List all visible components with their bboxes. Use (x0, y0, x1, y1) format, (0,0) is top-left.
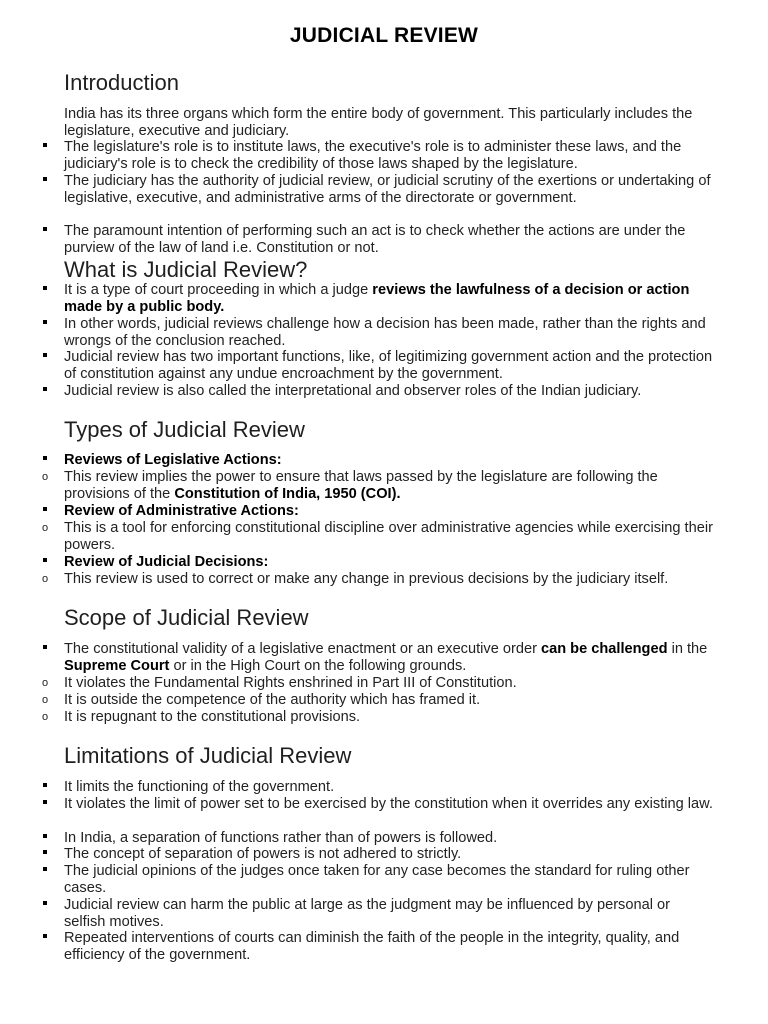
list-item (64, 796, 714, 813)
list-item-bold-text: Review of Judicial Decisions: (64, 554, 269, 570)
list-item-text: In other words, judicial reviews challenge how a decision has been made, rather than the rights and wrongs of the conclusion reached. (64, 316, 706, 349)
intro-paragraph: India has its three organs which form the entire body of government. This particularly includes the legislature, executive and judiciary. (64, 106, 693, 139)
bullet-icon (40, 779, 50, 796)
bullet-icon (40, 796, 50, 813)
list-item-bold-text: Review of Administrative Actions: (64, 503, 299, 519)
list-item-text: in the (667, 641, 708, 657)
list-item-text: The paramount intention of performing such an act is to check whether the actions are under the purview of the law of land i.e. Constitution or not. (64, 223, 686, 256)
circle-bullet-icon: o (41, 677, 49, 689)
list-item (64, 779, 714, 796)
list-item (64, 452, 714, 469)
bullet-icon (40, 223, 50, 240)
list-item-bold-text: Constitution of India, 1950 (COI). (174, 485, 401, 502)
list-item-text: It is repugnant to the constitutional provisions. (64, 709, 361, 725)
list-item-text: It violates the limit of power set to be exercised by the constitution when it overrides any existing law. (64, 796, 713, 812)
list-item (64, 349, 714, 383)
list-item (41, 709, 714, 726)
list-item-bold-text: Supreme Court (64, 657, 170, 674)
list-item-bold-text: Reviews of Legislative Actions: (64, 452, 282, 468)
document-title: JUDICIAL REVIEW (289, 24, 479, 47)
list-item-text: The judiciary has the authority of judicial review, or judicial scrutiny of the exertions or undertaking of legislative, executive, and administrative arms of the directorate or government. (64, 173, 711, 206)
bullet-icon (40, 282, 50, 299)
circle-bullet-icon: o (41, 471, 49, 483)
list-item (64, 223, 714, 257)
circle-bullet-icon: o (41, 522, 49, 534)
bullet-icon (40, 830, 50, 847)
list-item (64, 830, 714, 847)
bullet-icon (40, 846, 50, 863)
circle-bullet-icon: o (41, 711, 49, 723)
list-item (41, 571, 744, 588)
list-item-text: This review implies the power to ensure that laws passed by the legislature are following the provisions of the (64, 469, 658, 502)
circle-bullet-icon: o (41, 694, 49, 706)
list-item (41, 692, 714, 709)
bullet-icon (40, 349, 50, 366)
list-item-text: It violates the Fundamental Rights enshrined in Part III of Constitution. (64, 675, 517, 691)
heading-limitations-of-judicial-review: Limitations of Judicial Review (64, 743, 352, 768)
list-item-text: It limits the functioning of the government. (64, 779, 335, 795)
circle-bullet-icon: o (41, 573, 49, 585)
heading-types-of-judicial-review: Types of Judicial Review (64, 417, 305, 442)
list-item (64, 897, 714, 931)
list-item (64, 863, 714, 897)
heading-scope-of-judicial-review: Scope of Judicial Review (64, 605, 309, 630)
list-item (64, 503, 714, 520)
list-item-text: In India, a separation of functions rather than of powers is followed. (64, 830, 498, 846)
list-item-text: Judicial review can harm the public at large as the judgment may be influenced by personal or selfish motives. (64, 897, 670, 930)
bullet-icon (40, 383, 50, 400)
list-item (41, 469, 714, 503)
list-item-text: The legislature's role is to institute laws, the executive's role is to administer these laws, and the judiciary's role is to check the credibility of those laws shaped by the legislature. (64, 139, 682, 172)
list-item (64, 554, 714, 571)
list-item-text: Repeated interventions of courts can diminish the faith of the people in the integrity, quality, and efficiency of the government. (64, 930, 680, 963)
list-item-text: This is a tool for enforcing constitutional discipline over administrative agencies while exercising their powers. (64, 520, 713, 553)
list-item-text: or in the High Court on the following grounds. (169, 657, 467, 674)
list-item (41, 520, 714, 554)
heading-what-is-judicial-review: What is Judicial Review? (64, 257, 308, 282)
list-item (64, 641, 714, 675)
bullet-icon (40, 139, 50, 156)
list-item (41, 675, 714, 692)
bullet-icon (40, 316, 50, 333)
list-item-text: The concept of separation of powers is not adhered to strictly. (64, 846, 462, 862)
bullet-icon (40, 452, 50, 469)
bullet-icon (40, 863, 50, 880)
list-item (64, 139, 714, 173)
list-item (64, 846, 714, 863)
list-item-text: It is a type of court proceeding in which a judge (64, 282, 373, 298)
list-item (64, 930, 714, 964)
list-item-text: Judicial review has two important functions, like, of legitimizing government action and the protection of constitution against any undue encroachment by the government. (64, 349, 713, 382)
bullet-icon (40, 173, 50, 190)
bullet-icon (40, 897, 50, 914)
list-item (64, 282, 714, 316)
list-item (64, 316, 714, 350)
list-item-text: Judicial review is also called the interpretational and observer roles of the Indian judiciary. (64, 383, 642, 399)
list-item (64, 383, 714, 400)
list-item-text: The judicial opinions of the judges once taken for any case becomes the standard for ruling other cases. (64, 863, 690, 896)
list-item-text: The constitutional validity of a legislative enactment or an executive order (64, 641, 541, 657)
list-item-text: It is outside the competence of the authority which has framed it. (64, 692, 481, 708)
bullet-icon (40, 930, 50, 947)
list-item (64, 173, 714, 207)
bullet-icon (40, 554, 50, 571)
bullet-icon (40, 503, 50, 520)
bullet-icon (40, 641, 50, 658)
list-item-text: This review is used to correct or make any change in previous decisions by the judiciary itself. (64, 571, 669, 587)
list-item-bold-text: reviews the lawfulness of a decision or action made by a public body. (64, 282, 690, 315)
heading-introduction: Introduction (64, 70, 179, 95)
list-item-bold-text: can be challenged (540, 641, 668, 657)
